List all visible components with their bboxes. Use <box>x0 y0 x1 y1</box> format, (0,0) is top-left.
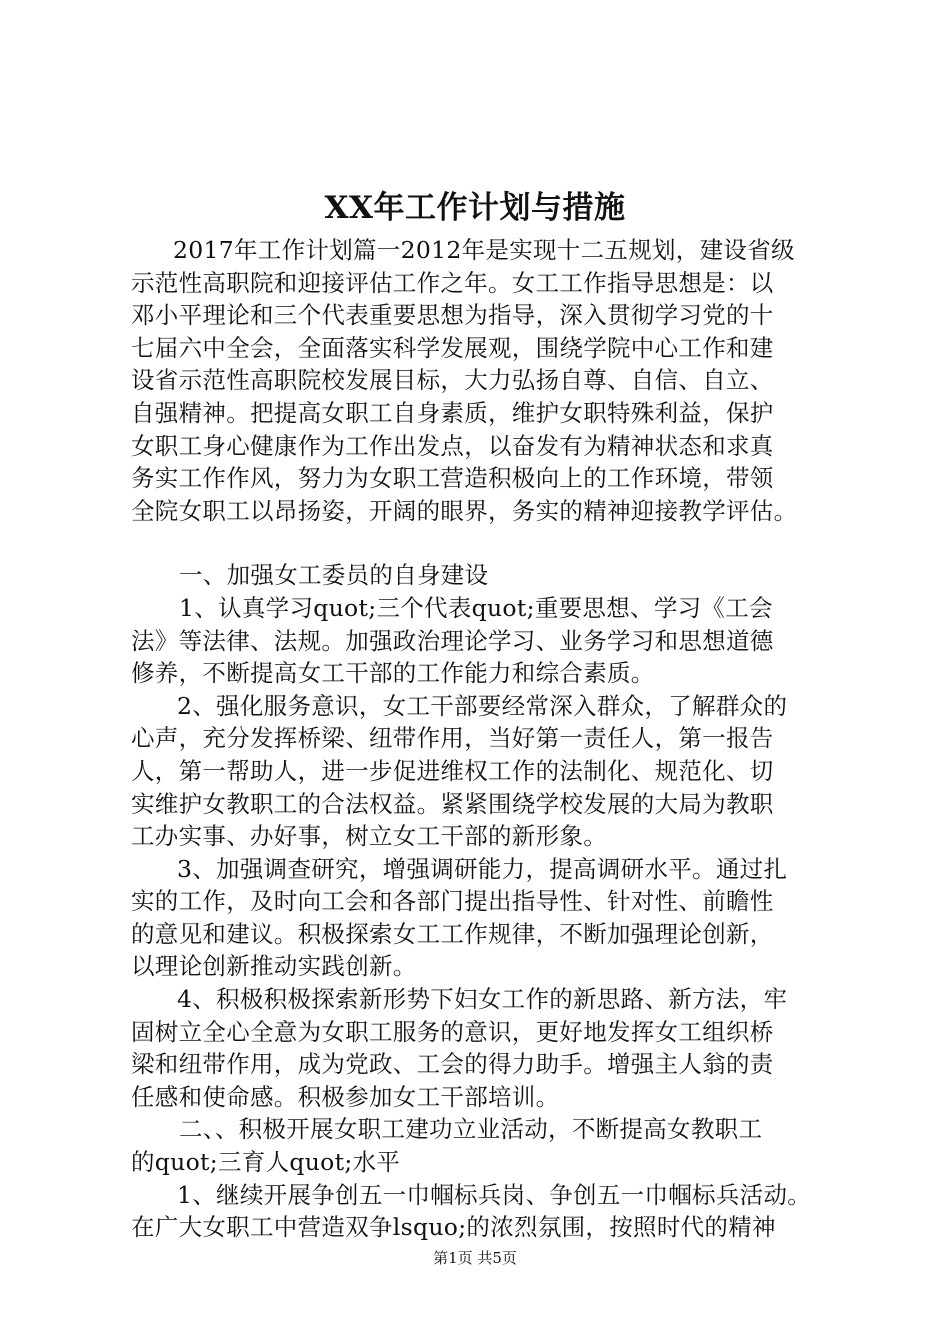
text-line: 1、认真学习quot;三个代表quot;重要思想、学习《工会 <box>179 593 773 622</box>
text-line: 任感和使命感。积极参加女工干部培训。 <box>131 1082 560 1111</box>
text-line: 2、强化服务意识，女工干部要经常深入群众，了解群众的 <box>177 691 788 720</box>
text-line: 修养，不断提高女工干部的工作能力和综合素质。 <box>131 659 655 688</box>
text-line: 在广大女职工中营造双争lsquo;的浓烈氛围，按照时代的精神 <box>131 1213 776 1242</box>
text-line: 4、积极积极探索新形势下妇女工作的新思路、新方法，牢 <box>177 985 788 1014</box>
page-footer: 第1页 共5页 <box>433 1249 517 1267</box>
text-line: 人，第一帮助人，进一步促进维权工作的法制化、规范化、切 <box>131 756 774 785</box>
paragraph <box>131 592 841 690</box>
text-line: 实维护女教职工的合法权益。紧紧围绕学校发展的大局为教职 <box>131 789 774 818</box>
document-title: XX年工作计划与措施 <box>324 190 626 226</box>
paragraph <box>131 234 841 527</box>
paragraph <box>131 559 841 592</box>
paragraph <box>131 853 841 983</box>
text-line: 设省示范性高职院校发展目标，大力弘扬自尊、自信、自立、 <box>131 366 774 395</box>
text-line: 工办实事、办好事，树立女工干部的新形象。 <box>131 822 607 851</box>
text-line: 实的工作，及时向工会和各部门提出指导性、针对性、前瞻性 <box>131 887 774 916</box>
paragraph <box>131 1113 841 1178</box>
paragraph <box>131 690 841 853</box>
text-line: 心声，充分发挥桥梁、纽带作用，当好第一责任人，第一报告 <box>131 724 774 753</box>
paragraph-gap <box>131 527 841 559</box>
text-line: 法》等法律、法规。加强政治理论学习、业务学习和思想道德 <box>131 626 774 655</box>
paragraph <box>131 983 841 1113</box>
text-line: 七届六中全会，全面落实科学发展观，围绕学院中心工作和建 <box>131 333 774 362</box>
text-line: 固树立全心全意为女职工服务的意识，更好地发挥女工组织桥 <box>131 1017 774 1046</box>
text-line: 的quot;三育人quot;水平 <box>131 1148 401 1177</box>
text-line: 一、加强女工委员的自身建设 <box>179 561 489 590</box>
text-line: 自强精神。把提高女职工自身素质，维护女职特殊利益，保护 <box>131 398 774 427</box>
text-line: 全院女职工以昂扬姿，开阔的眼界，务实的精神迎接教学评估。 <box>131 496 798 525</box>
text-line: 二、、积极开展女职工建功立业活动，不断提高女教职工 <box>179 1115 763 1144</box>
text-line: 务实工作作风，努力为女职工营造积极向上的工作环境，带领 <box>131 464 774 493</box>
text-line: 3、加强调查研究，增强调研能力，提高调研水平。通过扎 <box>177 854 788 883</box>
paragraph <box>131 1179 841 1244</box>
text-line: 以理论创新推动实践创新。 <box>131 952 417 981</box>
text-line: 的意见和建议。积极探索女工工作规律，不断加强理论创新， <box>131 919 774 948</box>
text-line: 2017年工作计划篇一2012年是实现十二五规划，建设省级 <box>173 236 795 264</box>
document-body <box>131 234 841 1244</box>
text-line: 1、继续开展争创五一巾帼标兵岗、争创五一巾帼标兵活动。 <box>177 1180 812 1209</box>
text-line: 女职工身心健康作为工作出发点，以奋发有为精神状态和求真 <box>131 431 774 460</box>
text-line: 梁和纽带作用，成为党政、工会的得力助手。增强主人翁的责 <box>131 1050 774 1079</box>
text-line: 邓小平理论和三个代表重要思想为指导，深入贯彻学习党的十 <box>131 301 774 330</box>
text-line: 示范性高职院和迎接评估工作之年。女工工作指导思想是：以 <box>131 268 774 297</box>
